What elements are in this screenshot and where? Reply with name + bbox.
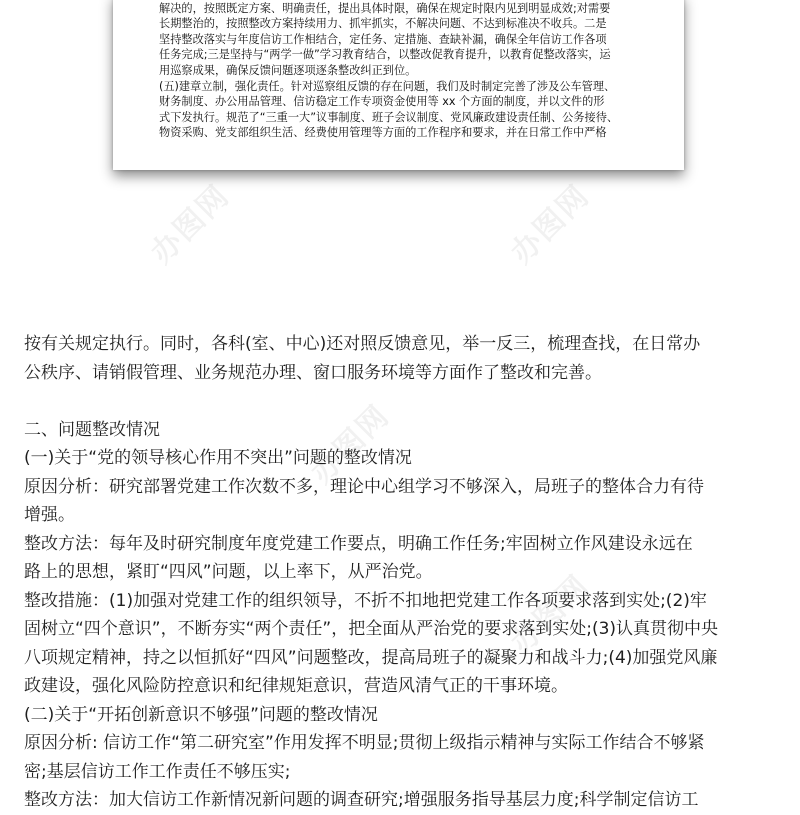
preview-line: 长期整治的，按照整改方案持续用力、抓牢抓实，不解决问题、不达到标准决不收兵。二是 bbox=[159, 17, 607, 31]
subsection-heading: (二)关于“开拓创新意识不够强”问题的整改情况 bbox=[24, 704, 378, 725]
preview-line: (五)建章立制，强化责任。针对巡察组反馈的存在问题，我们及时制定完善了涉及公车管理、 bbox=[159, 79, 616, 93]
body-line: 按有关规定执行。同时，各科(室、中心)还对照反馈意见，举一反三，梳理查找，在日常办 bbox=[24, 334, 701, 354]
preview-line: 财务制度、办公用品管理、信访稳定工作专项资金使用等 xx 个方面的制度，并以文件的形 bbox=[159, 95, 605, 109]
document-body bbox=[24, 330, 784, 815]
body-line: 八项规定精神，持之以恒抓好“四风”问题整改，提高局班子的凝聚力和战斗力;(4)加强党风廉 bbox=[24, 647, 718, 668]
body-line: 整改方法：每年及时研究制度年度党建工作要点，明确工作任务;牢固树立作风建设永远在 bbox=[24, 533, 693, 554]
body-line: 原因分析：研究部署党建工作次数不多，理论中心组学习不够深入，局班子的整体合力有待 bbox=[24, 476, 704, 497]
body-line: 固树立“四个意识”，不断夯实“两个责任”，把全面从严治党的要求落到实处;(3)认真贯彻中央 bbox=[24, 619, 719, 639]
watermark: 办图网 bbox=[504, 178, 597, 271]
body-line: 整改方法：加大信访工作新情况新问题的调查研究;增强服务指导基层力度;科学制定信访工 bbox=[24, 790, 699, 810]
body-line: 政建设，强化风险防控意识和纪律规矩意识，营造风清气正的干事环境。 bbox=[24, 676, 568, 696]
watermark: 办图网 bbox=[504, 568, 597, 661]
body-line: 增强。 bbox=[24, 505, 75, 525]
preview-line: 物资采购、党支部组织生活、经费使用管理等方面的工作程序和要求，并在日常工作中严格 bbox=[159, 126, 607, 140]
preview-line: 坚持整改落实与年度信访工作相结合，定任务、定措施、查缺补漏，确保全年信访工作各项 bbox=[159, 32, 607, 46]
watermark: 办图网 bbox=[144, 178, 237, 271]
preview-line: 用巡察成果，确保反馈问题逐项逐条整改纠正到位。 bbox=[159, 63, 417, 77]
preview-line: 式下发执行。规范了“三重一大”议事制度、班子会议制度、党风廉政建设责任制、公务接待、 bbox=[159, 110, 619, 124]
paragraph-gap bbox=[24, 387, 784, 416]
watermark: 办图网 bbox=[304, 398, 397, 491]
section-heading: 二、问题整改情况 bbox=[24, 419, 160, 440]
body-line: 密;基层信访工作工作责任不够压实; bbox=[24, 761, 291, 782]
body-line: 原因分析: 信访工作“第二研究室”作用发挥不明显;贯彻上级指示精神与实际工作结合不够紧 bbox=[24, 733, 705, 753]
body-line: 公秩序、请销假管理、业务规范办理、窗口服务环境等方面作了整改和完善。 bbox=[24, 362, 602, 383]
body-line: 路上的思想，紧盯“四风”问题，以上率下，从严治党。 bbox=[24, 562, 433, 582]
preview-line: 任务完成;三是坚持与“两学一做”学习教育结合，以整改促教育提升，以教育促整改落实，运 bbox=[159, 48, 611, 62]
preview-line: 解决的，按照既定方案、明确责任，提出具体时限，确保在规定时限内见到明显成效;对需要 bbox=[159, 1, 611, 15]
subsection-heading: (一)关于“党的领导核心作用不突出”问题的整改情况 bbox=[24, 448, 412, 468]
document-preview-card bbox=[113, 0, 684, 170]
preview-text-block bbox=[159, 0, 647, 141]
body-line: 整改措施：(1)加强对党建工作的组织领导，不折不扣地把党建工作各项要求落到实处;(2)牢 bbox=[24, 590, 707, 611]
